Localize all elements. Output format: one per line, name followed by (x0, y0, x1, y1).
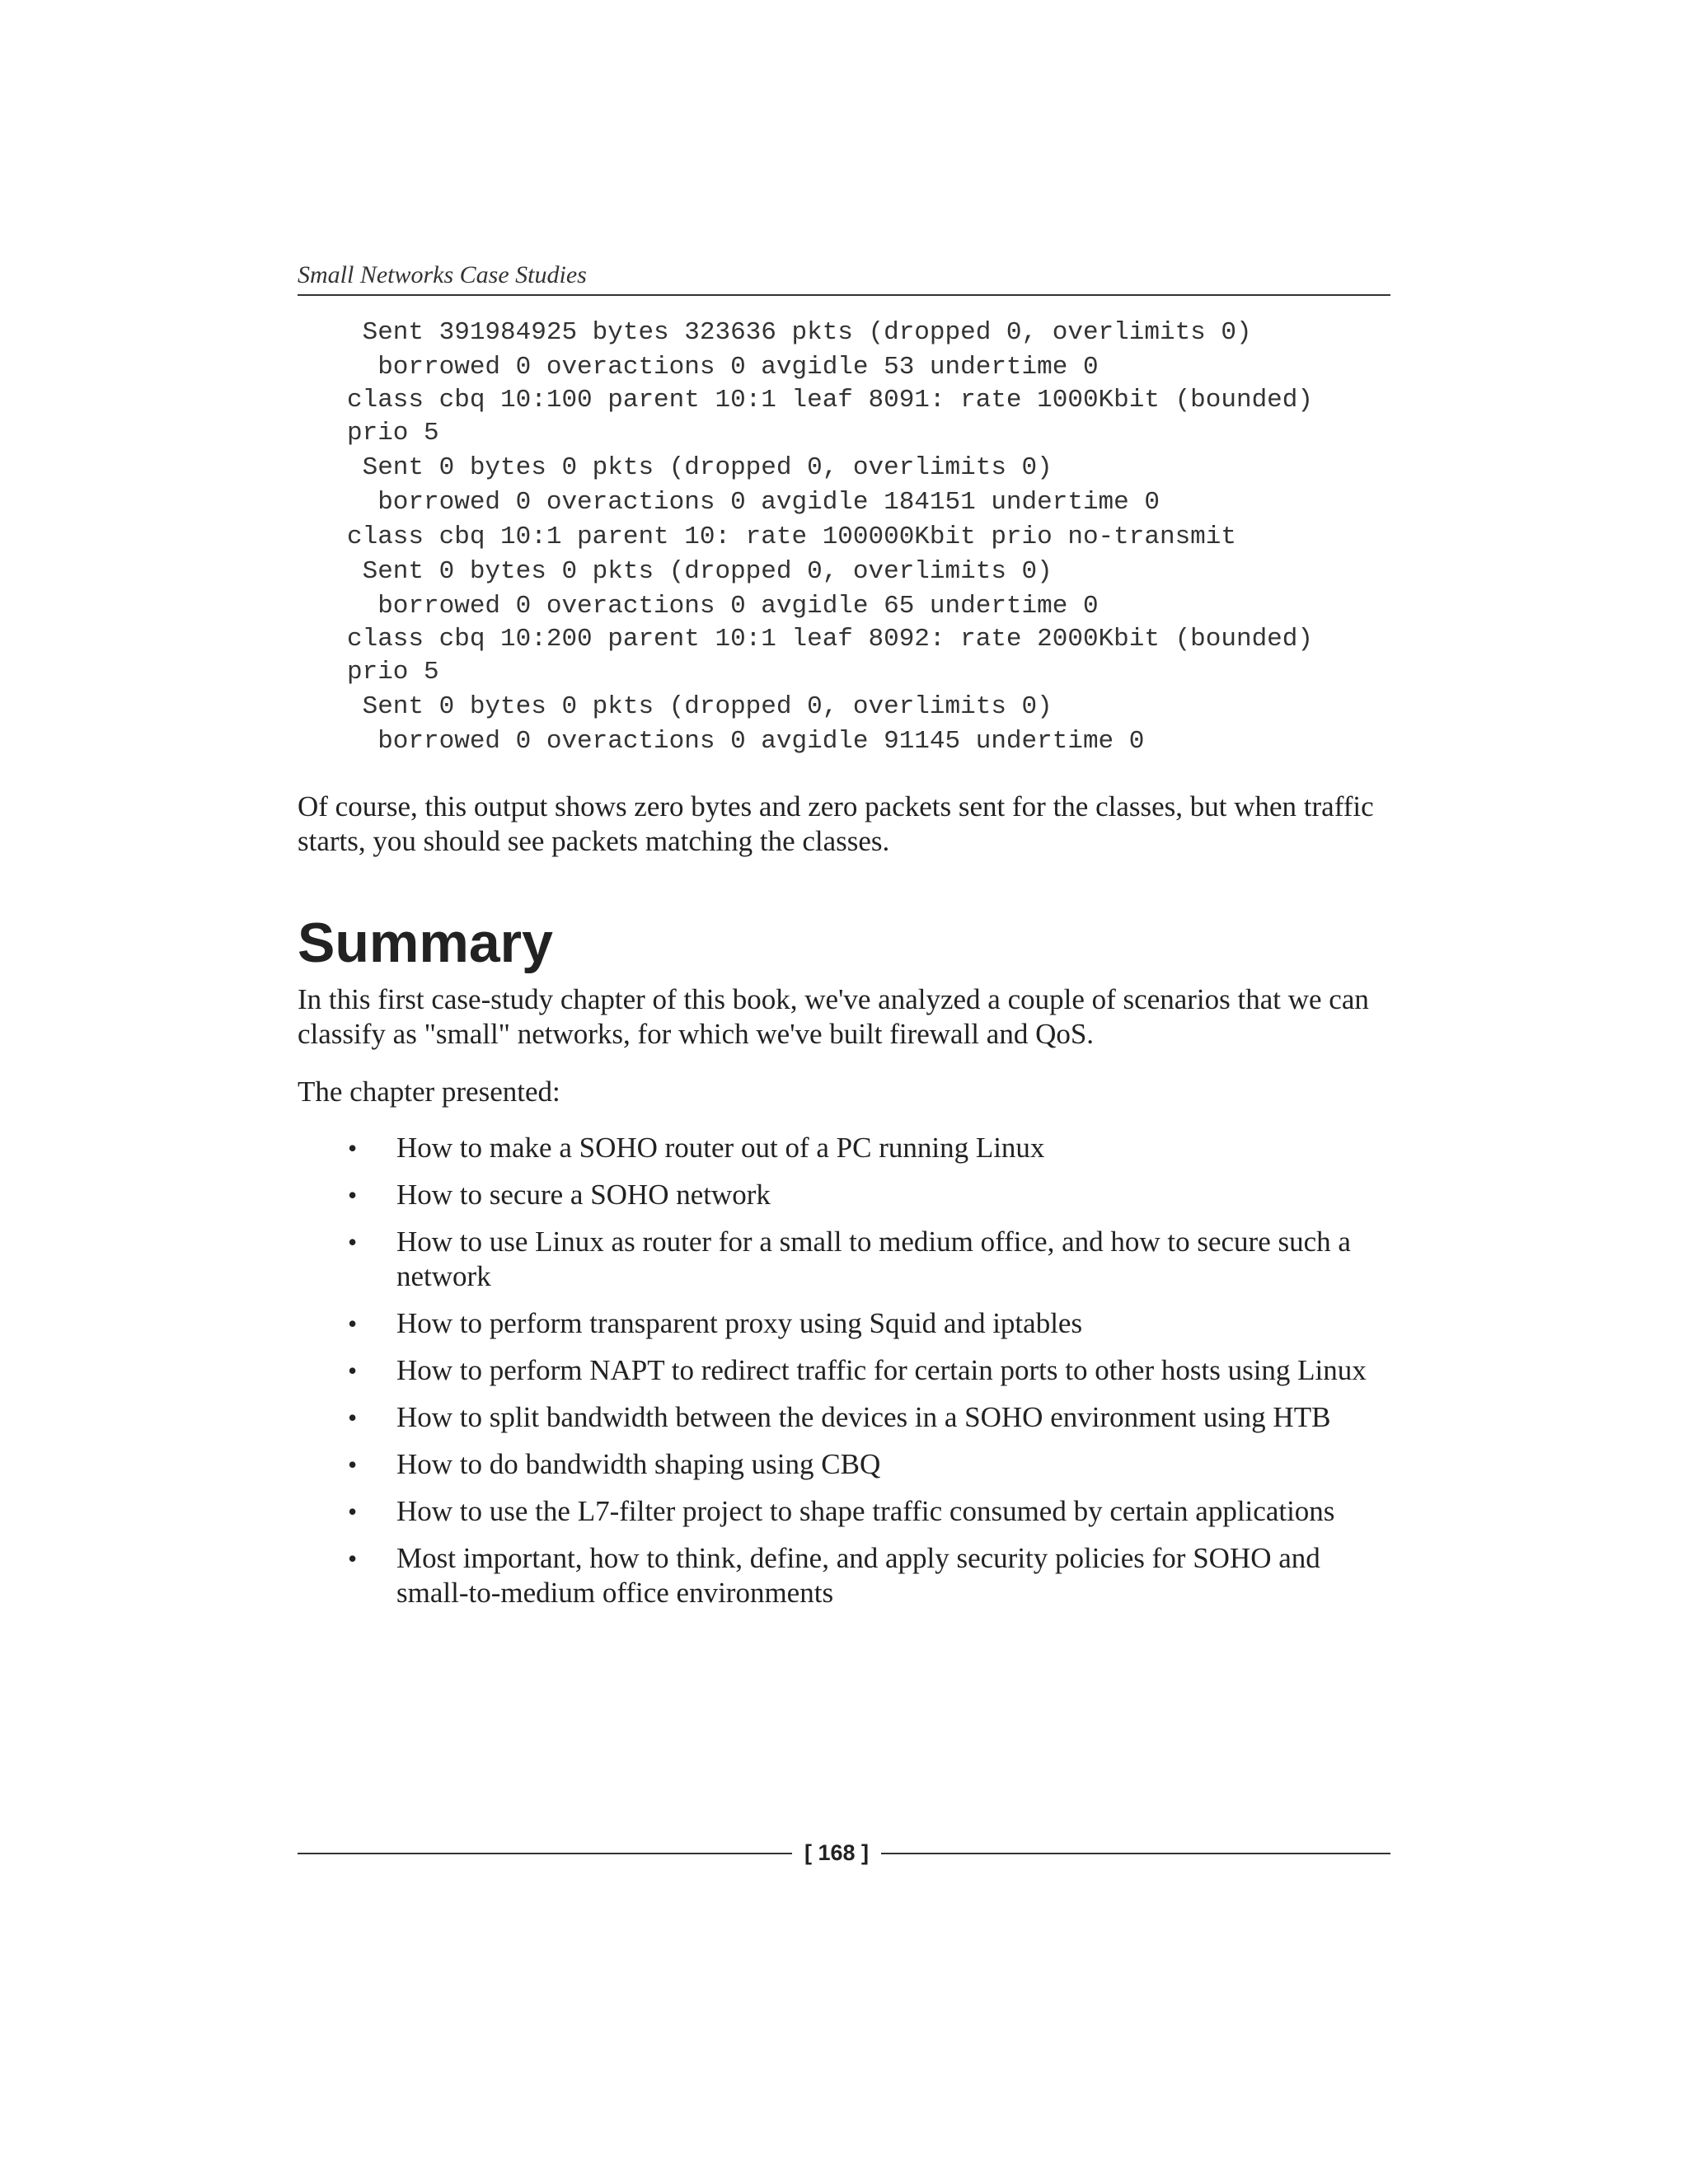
code-line: class cbq 10:200 parent 10:1 leaf 8092: rate 2000Kbit (bounded) (347, 625, 1313, 654)
body-paragraph-after-code: Of course, this output shows zero bytes and zero packets sent for the classes, but when traffic starts, you should see packets matching the classes. (298, 790, 1374, 857)
code-line: Sent 391984925 bytes 323636 pkts (dropped 0, overlimits 0) (347, 318, 1252, 347)
section-title-summary: Summary (298, 912, 553, 974)
bullet-icon: • (348, 1544, 358, 1573)
bullet-icon: • (348, 1403, 358, 1432)
list-item-text: How to perform transparent proxy using Squid and iptables (396, 1307, 1083, 1339)
list-item-text: How to split bandwidth between the devices in a SOHO environment using HTB (396, 1401, 1331, 1433)
bullet-icon: • (348, 1450, 358, 1479)
summary-bullet-list (298, 1131, 1390, 1623)
page-number: [ 168 ] (804, 1840, 870, 1865)
list-item-text: How to make a SOHO router out of a PC running Linux (396, 1132, 1045, 1164)
code-line: class cbq 10:100 parent 10:1 leaf 8091: rate 1000Kbit (bounded) (347, 386, 1313, 415)
page-footer (298, 1836, 1390, 1869)
book-page (298, 0, 1390, 2184)
code-line: prio 5 (347, 419, 439, 448)
footer-rule-right (881, 1853, 1390, 1854)
code-line: Sent 0 bytes 0 pkts (dropped 0, overlimits 0) (347, 692, 1053, 721)
list-item (298, 1178, 1390, 1212)
bullet-icon: • (348, 1227, 358, 1257)
list-item (298, 1447, 1390, 1482)
code-line: borrowed 0 overactions 0 avgidle 91145 undertime 0 (347, 727, 1145, 756)
list-item-text: How to use the L7-filter project to shape traffic consumed by certain applications (396, 1495, 1335, 1527)
list-item (298, 1225, 1390, 1294)
code-line: Sent 0 bytes 0 pkts (dropped 0, overlimits 0) (347, 453, 1053, 482)
bullet-icon: • (348, 1497, 358, 1526)
list-item-text: How to perform NAPT to redirect traffic for certain ports to other hosts using Linux (396, 1354, 1367, 1386)
code-line: prio 5 (347, 658, 439, 687)
footer-rule-left (298, 1853, 792, 1854)
list-item (298, 1400, 1390, 1435)
list-item-text: Most important, how to think, define, and apply security policies for SOHO and small-to-medium office environments (396, 1542, 1320, 1609)
bullet-icon: • (348, 1309, 358, 1338)
code-line: Sent 0 bytes 0 pkts (dropped 0, overlimits 0) (347, 557, 1053, 586)
list-item-text: How to secure a SOHO network (396, 1179, 771, 1211)
code-line: borrowed 0 overactions 0 avgidle 53 undertime 0 (347, 353, 1099, 382)
bullet-icon: • (348, 1180, 358, 1210)
list-item (298, 1306, 1390, 1341)
body-paragraph-presented: The chapter presented: (298, 1076, 560, 1108)
list-item-text: How to use Linux as router for a small to medium office, and how to secure such a network (396, 1226, 1351, 1292)
body-paragraph-summary-intro: In this first case-study chapter of this book, we've analyzed a couple of scenarios that we can classify as "small" networks, for which we've built firewall and QoS. (298, 983, 1369, 1050)
bullet-icon: • (348, 1133, 358, 1163)
code-block (347, 316, 1390, 759)
running-header (298, 258, 1390, 296)
code-line: class cbq 10:1 parent 10: rate 100000Kbit prio no-transmit (347, 523, 1236, 551)
code-line: borrowed 0 overactions 0 avgidle 184151 undertime 0 (347, 488, 1160, 517)
list-item (298, 1541, 1390, 1610)
list-item (298, 1494, 1390, 1529)
list-item-text: How to do bandwidth shaping using CBQ (396, 1448, 881, 1480)
bullet-icon: • (348, 1356, 358, 1385)
code-line: borrowed 0 overactions 0 avgidle 65 undertime 0 (347, 592, 1099, 621)
list-item (298, 1131, 1390, 1165)
list-item (298, 1353, 1390, 1388)
running-header-title: Small Networks Case Studies (298, 261, 587, 288)
